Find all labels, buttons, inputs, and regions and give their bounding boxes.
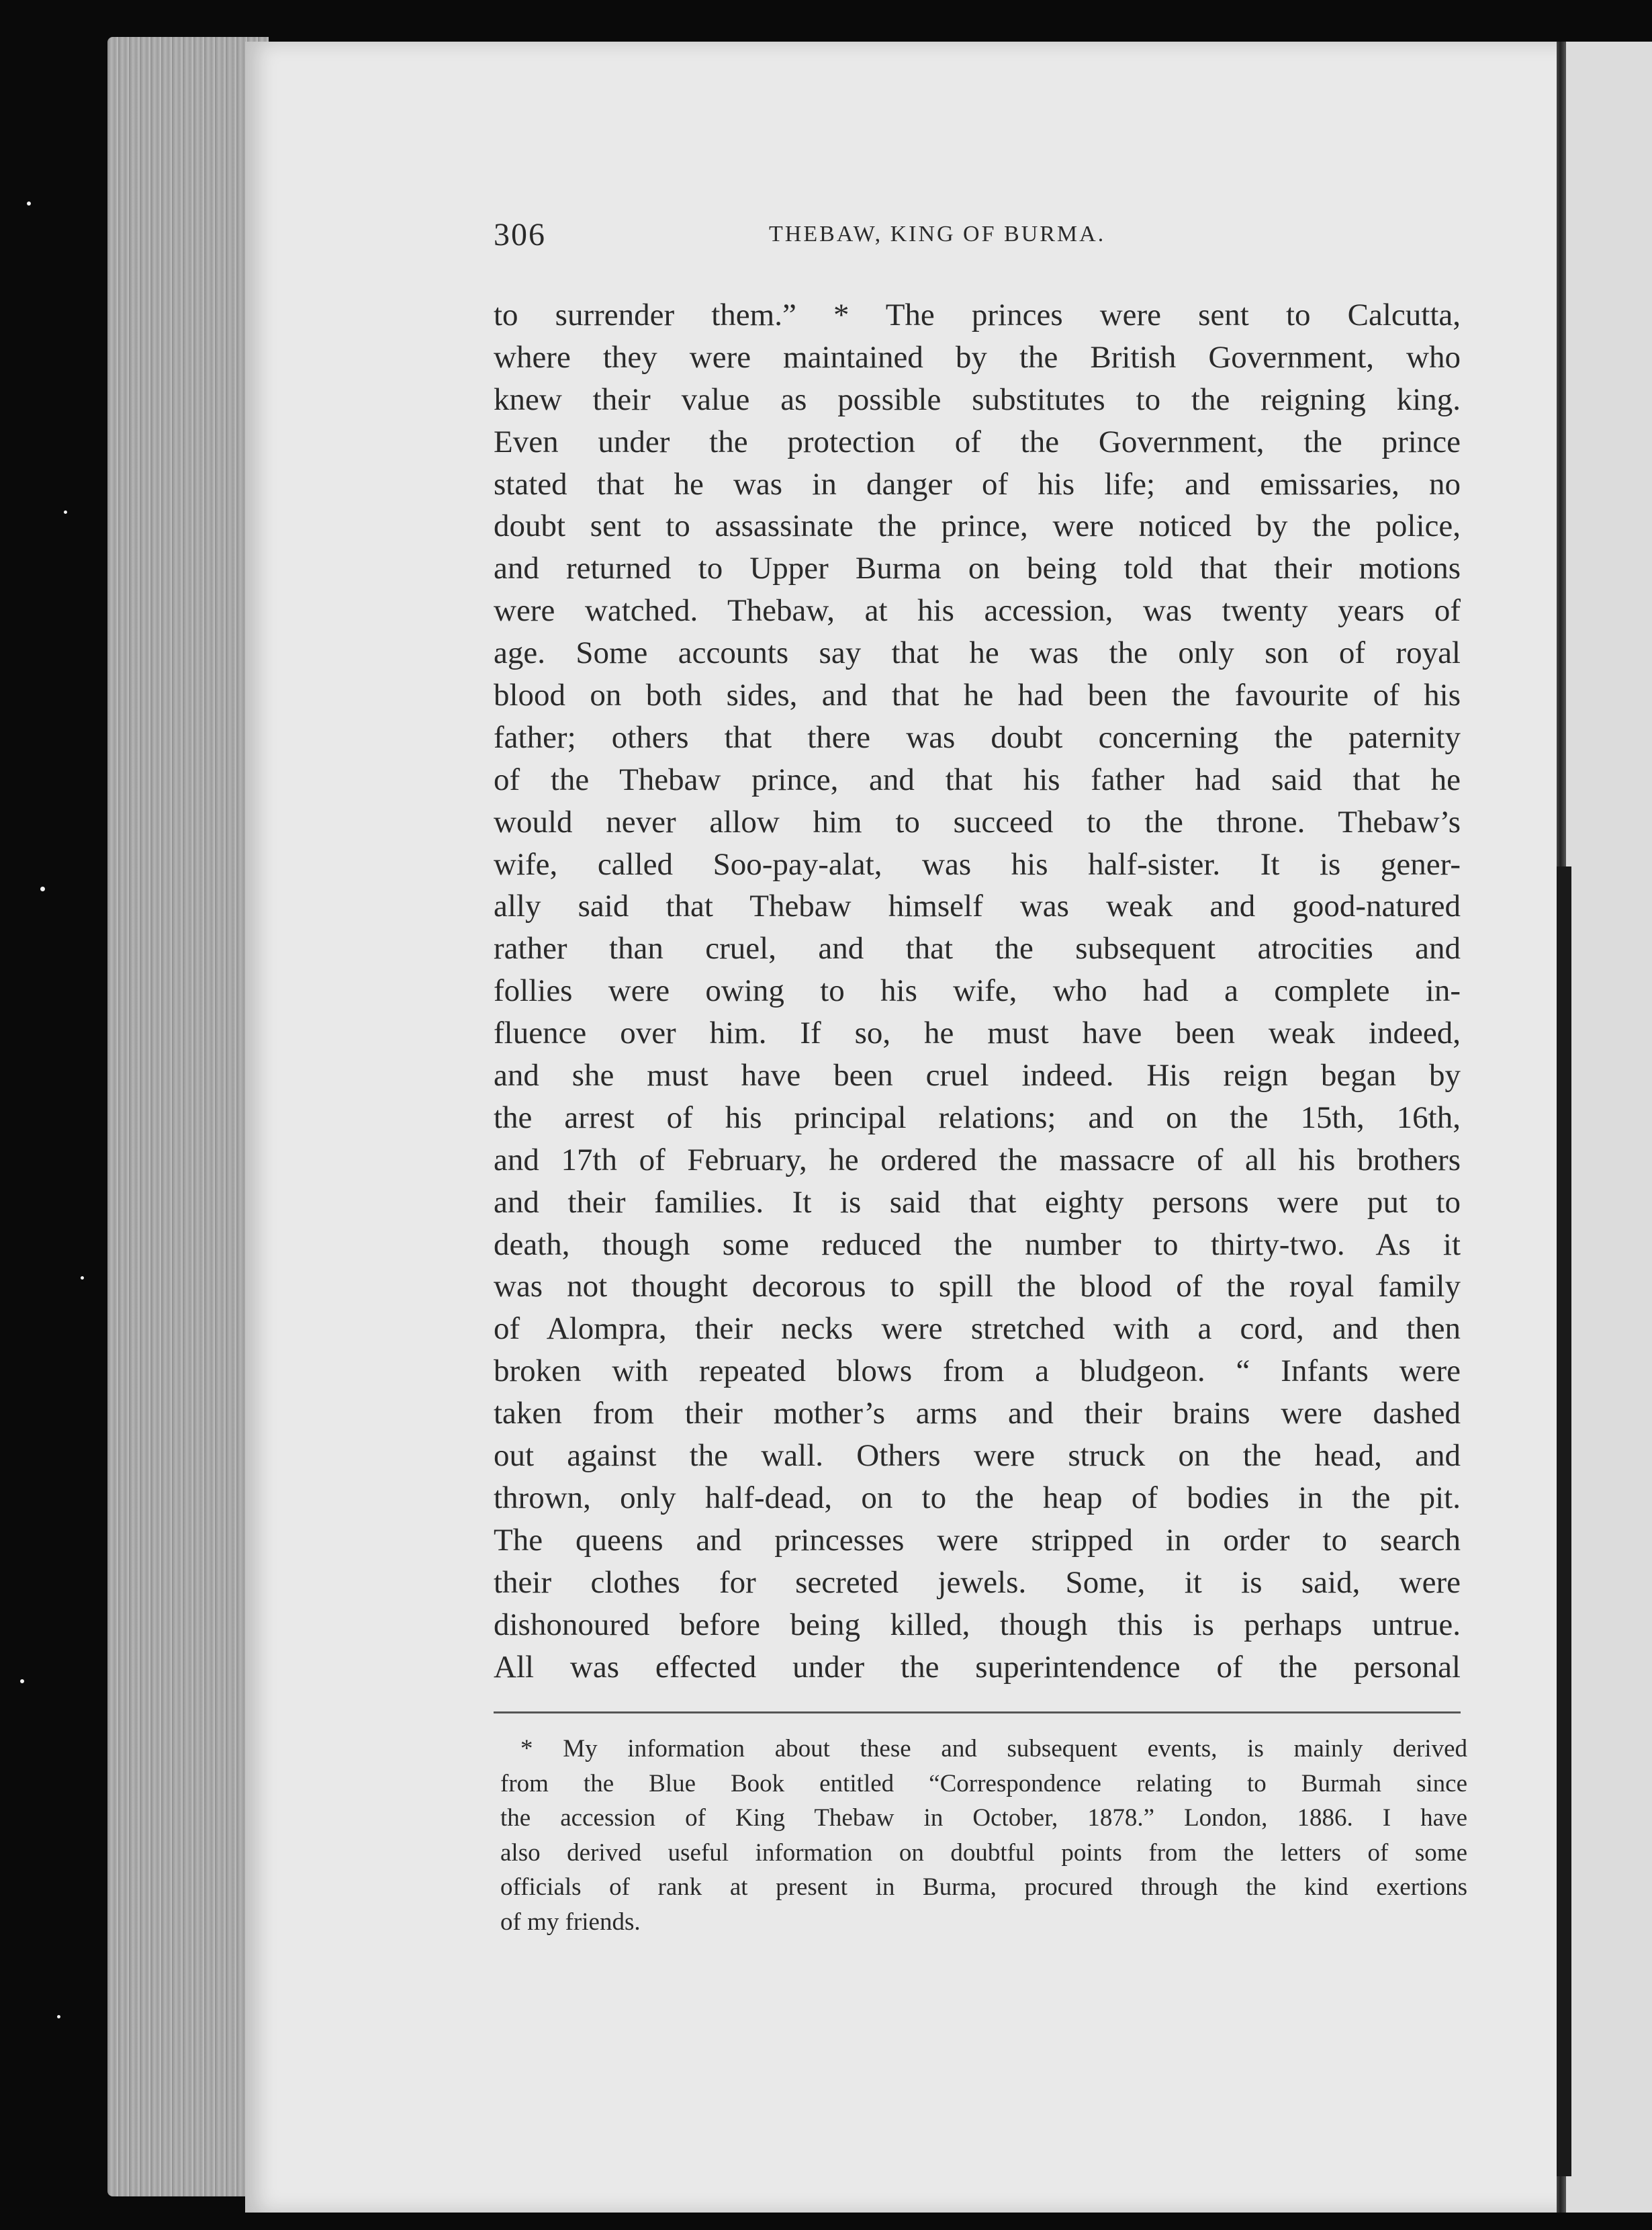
body-line: their clothes for secreted jewels. Some, it is said, were [494, 1564, 1461, 1600]
footnote-rule [494, 1711, 1461, 1713]
body-line: and returned to Upper Burma on being told that their motions [494, 551, 1461, 586]
footnote-line: the accession of King Thebaw in October, 1878.” London, 1886. I have [500, 1804, 1467, 1832]
running-head [494, 216, 1461, 263]
body-line: wife, called Soo-pay-alat, was his half-sister. It is gener- [494, 846, 1461, 882]
body-line: the arrest of his principal relations; and on the 15th, 16th, [494, 1100, 1461, 1135]
body-line: rather than cruel, and that the subsequent atrocities and [494, 931, 1461, 967]
facing-page-edge [1566, 42, 1652, 2213]
body-line: and 17th of February, he ordered the massacre of all his brothers [494, 1142, 1461, 1177]
body-line: blood on both sides, and that he had been the favourite of his [494, 678, 1461, 713]
body-line: would never allow him to succeed to the throne. Thebaw’s [494, 804, 1461, 840]
body-line: doubt sent to assassinate the prince, were noticed by the police, [494, 508, 1461, 544]
body-line: knew their value as possible substitutes to the reigning king. [494, 382, 1461, 417]
body-line: of Alompra, their necks were stretched with a cord, and then [494, 1311, 1461, 1347]
body-line: All was effected under the superintendence of the personal [494, 1649, 1461, 1685]
body-line: thrown, only half-dead, on to the heap of bodies in the pit. [494, 1480, 1461, 1515]
body-line: where they were maintained by the British Government, who [494, 339, 1461, 375]
footnote-line: officials of rank at present in Burma, procured through the kind exertions [500, 1873, 1467, 1901]
body-text [494, 294, 1461, 1688]
dust-speck [81, 1276, 84, 1280]
footnote [500, 1732, 1467, 1939]
body-line: The queens and princesses were stripped in order to search [494, 1522, 1461, 1558]
dust-speck [20, 1679, 24, 1683]
dust-speck [27, 202, 31, 206]
body-line: broken with repeated blows from a bludgeon. “ Infants were [494, 1353, 1461, 1389]
dust-speck [57, 2015, 60, 2018]
footnote-line: from the Blue Book entitled “Correspondence relating to Burmah since [500, 1769, 1467, 1797]
body-line: follies were owing to his wife, who had a complete in- [494, 973, 1461, 1009]
body-line: Even under the protection of the Government, the prince [494, 424, 1461, 459]
binding-shadow [1557, 866, 1571, 2176]
body-line: taken from their mother’s arms and their brains were dashed [494, 1396, 1461, 1431]
footnote-line: of my friends. [500, 1908, 641, 1936]
body-line: stated that he was in danger of his life; and emissaries, no [494, 466, 1461, 502]
dust-speck [64, 510, 67, 514]
body-line: were watched. Thebaw, at his accession, was twenty years of [494, 593, 1461, 629]
footnote-line: * My information about these and subsequent events, is mainly derived [520, 1735, 1467, 1763]
body-line: out against the wall. Others were struck on the head, and [494, 1438, 1461, 1474]
body-line: father; others that there was doubt concerning the paternity [494, 719, 1461, 755]
body-line: age. Some accounts say that he was the only son of royal [494, 635, 1461, 671]
page-number: 306 [494, 217, 546, 253]
body-line: dishonoured before being killed, though this is perhaps untrue. [494, 1607, 1461, 1642]
body-line: and their families. It is said that eighty persons were put to [494, 1184, 1461, 1220]
body-line: fluence over him. If so, he must have been weak indeed, [494, 1016, 1461, 1051]
running-title: THEBAW, KING OF BURMA. [769, 222, 1106, 247]
body-line: ally said that Thebaw himself was weak and good-natured [494, 889, 1461, 924]
page-edges [107, 37, 269, 2196]
body-line: death, though some reduced the number to thirty-two. As it [494, 1226, 1461, 1262]
body-line: was not thought decorous to spill the blood of the royal family [494, 1269, 1461, 1304]
body-line: to surrender them.” * The princes were sent to Calcutta, [494, 298, 1461, 332]
footnote-line: also derived useful information on doubtful points from the letters of some [500, 1838, 1467, 1867]
body-line: and she must have been cruel indeed. His reign began by [494, 1058, 1461, 1094]
dust-speck [40, 887, 45, 891]
body-line: of the Thebaw prince, and that his father had said that he [494, 762, 1461, 797]
